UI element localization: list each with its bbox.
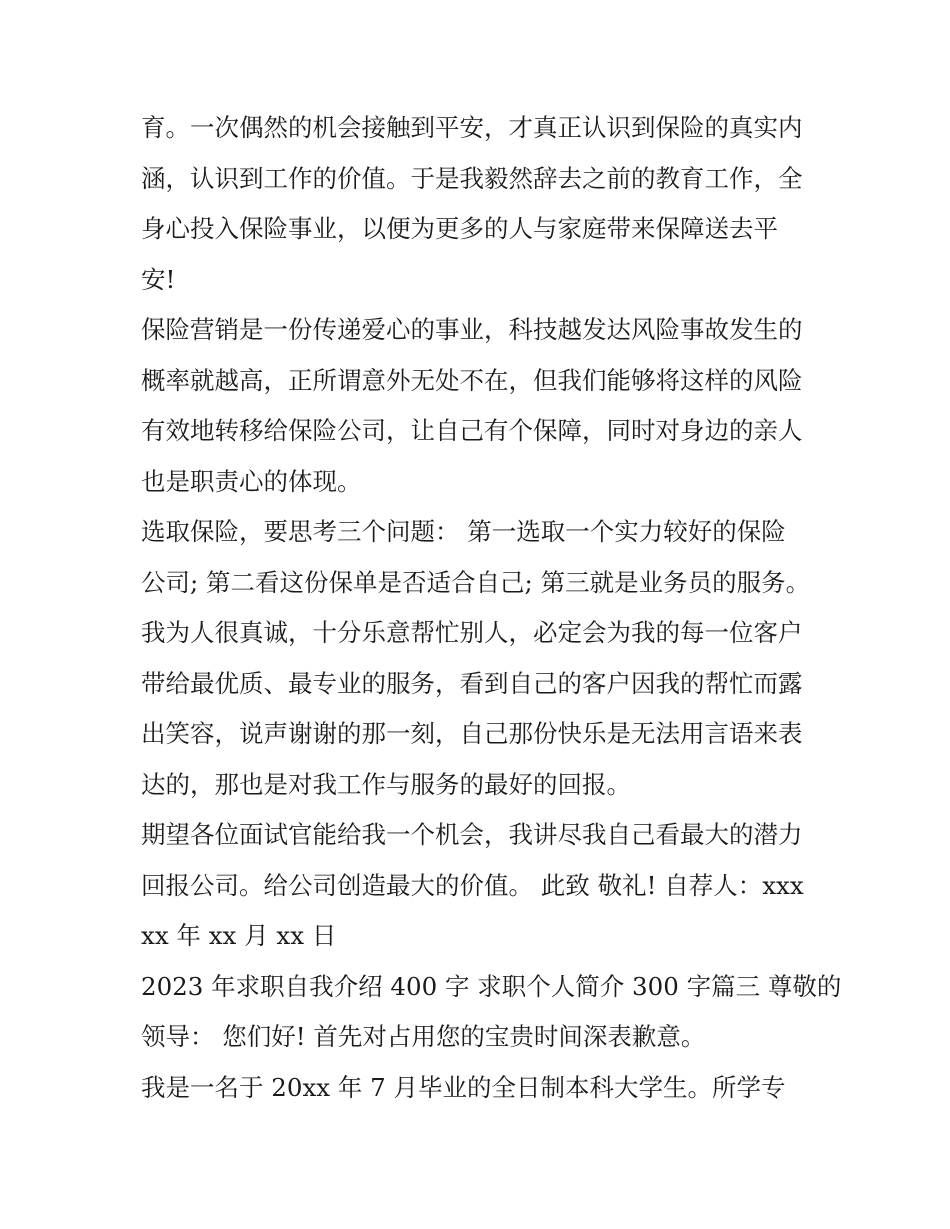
text-line: 我是一名于 20xx 年 7 月毕业的全日制本科大学生。所学专 xyxy=(141,1072,786,1102)
text-line: 期望各位面试官能给我一个机会，我讲尽我自己看最大的潜力 xyxy=(141,820,803,849)
text-line: xx 年 xx 月 xx 日 xyxy=(141,921,337,950)
text-line: 回报公司。给公司创造最大的价值。 此致 敬礼! 自荐人：xxx xyxy=(141,870,804,900)
text-line: 领导： 您们好! 首先对占用您的宝贵时间深表歉意。 xyxy=(141,1022,706,1051)
text-line: 育。一次偶然的机会接触到平安，才真正认识到保险的真实内 xyxy=(141,113,803,142)
text-line: 涵，认识到工作的价值。于是我毅然辞去之前的教育工作，全 xyxy=(141,163,803,193)
text-line: 身心投入保险事业，以便为更多的人与家庭带来保障送去平 xyxy=(141,214,778,243)
text-line: 有效地转移给保险公司，让自己有个保障，同时对身边的亲人 xyxy=(141,416,803,445)
text-line: 我为人很真诚，十分乐意帮忙别人，必定会为我的每一位客户 xyxy=(141,618,803,647)
text-line: 选取保险，要思考三个问题： 第一选取一个实力较好的保险 xyxy=(141,517,786,546)
text-line: 安! xyxy=(141,264,176,294)
text-line: 也是职责心的体现。 xyxy=(141,466,362,496)
text-line: 带给最优质、最专业的服务，看到自己的客户因我的帮忙而露 xyxy=(141,668,803,698)
text-line: 达的，那也是对我工作与服务的最好的回报。 xyxy=(141,769,631,799)
text-line: 出笑容，说声谢谢的那一刻，自己那份快乐是无法用言语来表 xyxy=(141,719,803,748)
text-line: 保险营销是一份传递爱心的事业，科技越发达风险事故发生的 xyxy=(141,315,803,344)
text-line: 概率就越高，正所谓意外无处不在，但我们能够将这样的风险 xyxy=(141,365,803,395)
text-line: 2023 年求职自我介绍 400 字 求职个人简介 300 字篇三 尊敬的 xyxy=(141,971,842,1001)
document-body xyxy=(141,103,842,1113)
text-line: 公司; 第二看这份保单是否适合自己; 第三就是业务员的服务。 xyxy=(141,567,811,597)
